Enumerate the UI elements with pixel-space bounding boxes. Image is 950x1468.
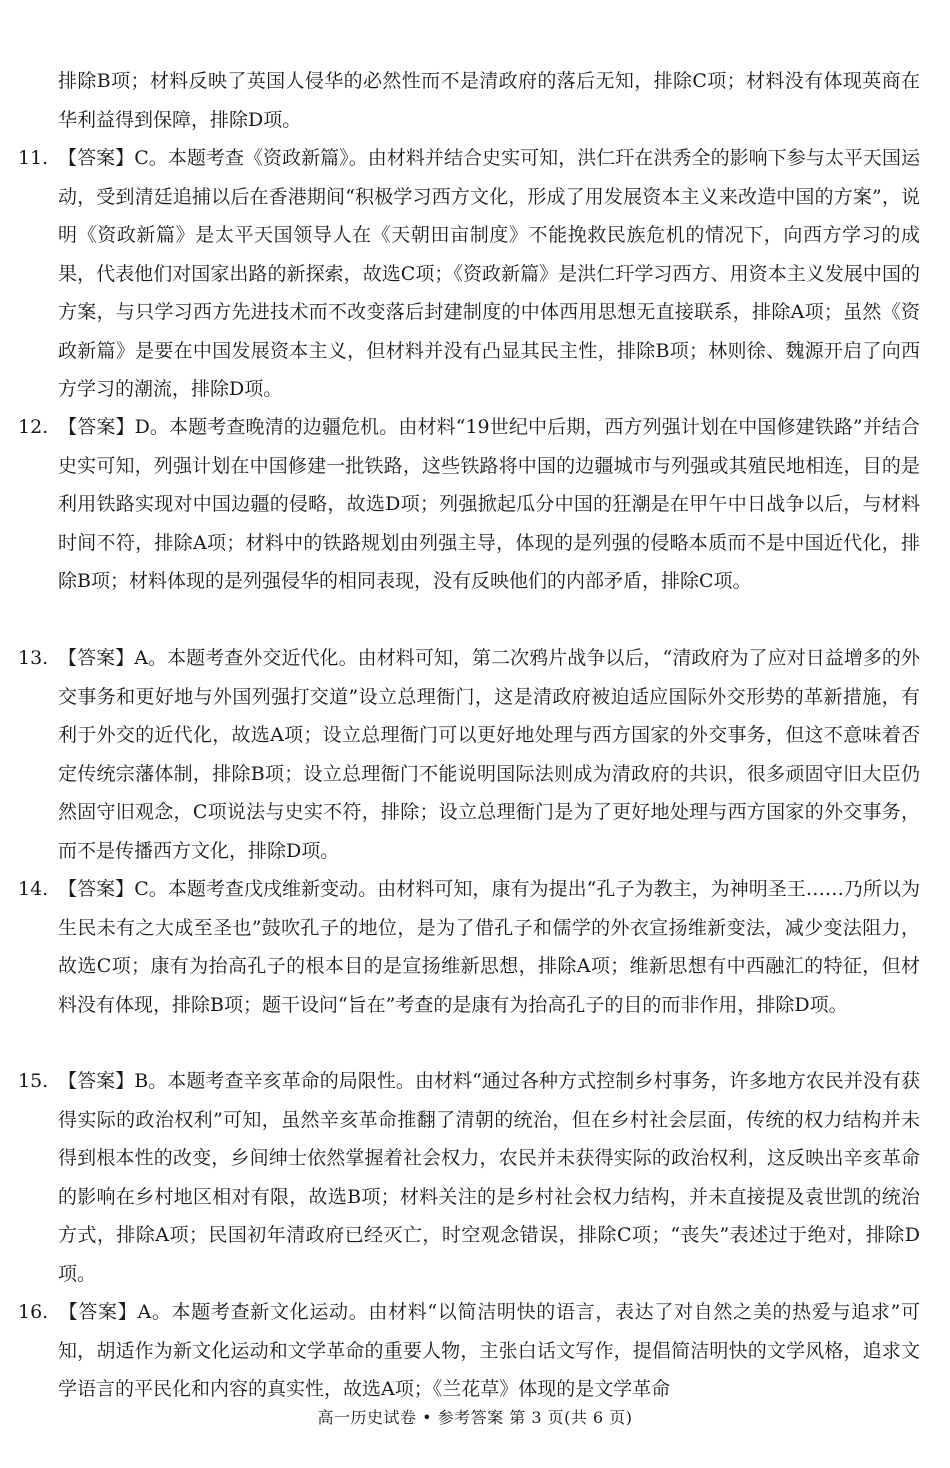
answer-text: C。本题考查戊戌维新变动。由材料可知，康有为提出“孔子为教主，为神明圣王……乃所以为生民未有之大成至圣也”鼓吹孔子的地位，是为了借孔子和儒学的外衣宣扬维新变法，减少变法阻力，故选C项；康有为抬高孔子的根本目的是宣扬维新思想，排除A项；维新思想有中西融汇的特征，但材料没有体现，排除B项；题干设问“旨在”考查的是康有为抬高孔子的目的而非作用，排除D项。 — [58, 878, 920, 1016]
answer-item-16 — [18, 1293, 920, 1409]
answer-text: B。本题考查辛亥革命的局限性。由材料“通过各种方式控制乡村事务，许多地方农民并没有获得实际的政治权利”可知，虽然辛亥革命推翻了清朝的统治，但在乡村社会层面，传统的权力结构并未得到根本性的改变，乡间绅士依然掌握着社会权力，农民并未获得实际的政治权利，这反映出辛亥革命的影响在乡村地区相对有限，故选B项；材料关注的是乡村社会权力结构，并未直接提及袁世凯的统治方式，排除A项；民国初年清政府已经灭亡，时空观念错误，排除C项；“丧失”表述过于绝对，排除D项。 — [58, 1070, 920, 1285]
answer-number: 15. — [18, 1070, 49, 1092]
continuation-paragraph: 排除B项；材料反映了英国人侵华的必然性而不是清政府的落后无知，排除C项；材料没有体现英商在华利益得到保障，排除D项。 — [58, 70, 920, 131]
answer-number: 14. — [18, 878, 49, 900]
answer-text: D。本题考查晚清的边疆危机。由材料“19世纪中后期，西方列强计划在中国修建铁路”并结合史实可知，列强计划在中国修建一批铁路，这些铁路将中国的边疆城市与列强或其殖民地相连，目的是利用铁路实现对中国边疆的侵略，故选D项；列强掀起瓜分中国的狂潮是在甲午中日战争以后，与材料时间不符，排除A项；材料中的铁路规划由列强主导，体现的是列强的侵略本质而不是中国近代化，排除B项；材料体现的是列强侵华的相同表现，没有反映他们的内部矛盾，排除C项。 — [58, 416, 920, 592]
answer-item-14 — [18, 870, 920, 1024]
answer-item-15 — [18, 1062, 920, 1293]
answer-number: 16. — [18, 1301, 49, 1323]
answer-text: A。本题考查外交近代化。由材料可知，第二次鸦片战争以后，“清政府为了应对日益增多的外交事务和更好地与外国列强打交道”设立总理衙门，这是清政府被迫适应国际外交形势的革新措施，有利于外交的近代化，故选A项；设立总理衙门可以更好地处理与西方国家的外交事务，但这不意味着否定传统宗藩体制，排除B项；设立总理衙门不能说明国际法则成为清政府的共识，很多顽固守旧大臣仍然固守旧观念，C项说法与史实不符，排除；设立总理衙门是为了更好地处理与西方国家的外交事务，而不是传播西方文化，排除D项。 — [58, 647, 920, 862]
answer-item-11 — [18, 139, 920, 409]
answer-text: A。本题考查新文化运动。由材料“以简洁明快的语言，表达了对自然之美的热爱与追求”可知，胡适作为新文化运动和文学革命的重要人物，主张白话文写作，提倡简洁明快的文学风格，追求文学语言的平民化和内容的真实性，故选A项；《兰花草》体现的是文学革命 — [58, 1301, 920, 1400]
answer-tag: 【答案】 — [58, 147, 135, 169]
answer-item-13 — [18, 639, 920, 870]
answer-number: 11. — [18, 147, 49, 169]
answer-tag: 【答案】 — [58, 416, 135, 438]
page-footer: 高一历史试卷 • 参考答案 第 3 页(共 6 页) — [317, 1408, 633, 1427]
answer-tag: 【答案】 — [58, 878, 135, 900]
answer-tag: 【答案】 — [58, 1070, 135, 1092]
answer-item-12 — [18, 408, 920, 601]
answer-tag: 【答案】 — [58, 647, 135, 669]
answer-number: 12. — [18, 416, 49, 438]
answer-tag: 【答案】 — [58, 1301, 138, 1323]
answer-text: C。本题考查《资政新篇》。由材料并结合史实可知，洪仁玕在洪秀全的影响下参与太平天国运动，受到清廷追捕以后在香港期间“积极学习西方文化，形成了用发展资本主义来改造中国的方案”，说明《资政新篇》是太平天国领导人在《天朝田亩制度》不能挽救民族危机的情况下，向西方学习的成果，代表他们对国家出路的新探索，故选C项；《资政新篇》是洪仁玕学习西方、用资本主义发展中国的方案，与只学习西方先进技术而不改变落后封建制度的中体西用思想无直接联系，排除A项；虽然《资政新篇》是要在中国发展资本主义，但材料并没有凸显其民主性，排除B项；林则徐、魏源开启了向西方学习的潮流，排除D项。 — [58, 147, 920, 400]
answer-number: 13. — [18, 647, 49, 669]
